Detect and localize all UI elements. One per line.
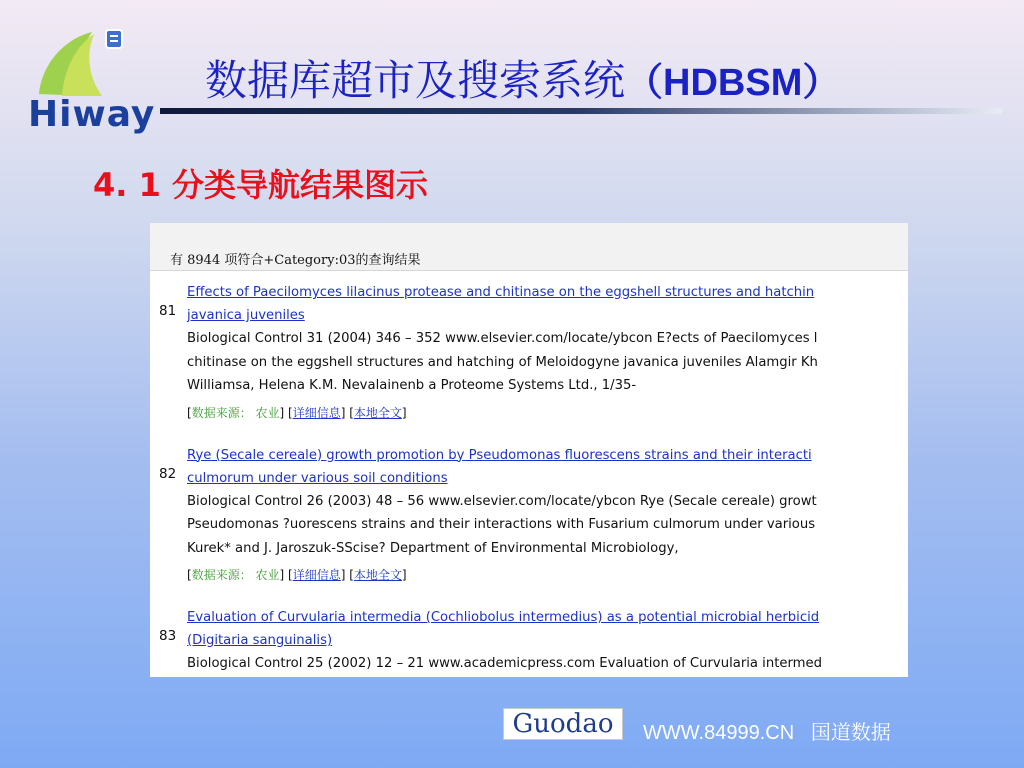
result-description-line: Williamsa, Helena K.M. Nevalainenb a Proteome Systems Ltd., 1/35- xyxy=(187,378,637,393)
result-description-line: Kurek* and J. Jaroszuk-SScise? Department of Environmental Microbiology, xyxy=(187,540,679,556)
footer-company: 国道数据 xyxy=(810,722,891,744)
result-number: 81 xyxy=(159,303,177,319)
title-suffix: （HDBSM） xyxy=(625,62,841,104)
logo-text: Hiway xyxy=(28,94,156,135)
result-description-line: Biological Control 26 (2003) 48 – 56 www.elsevier.com/locate/ybcon Rye (Secale cereale) growt xyxy=(187,493,817,509)
local-fulltext-link[interactable]: 本地全文 xyxy=(353,568,402,582)
detail-info-link[interactable]: 详细信息 xyxy=(292,405,341,420)
result-item xyxy=(150,606,908,676)
footer-url[interactable]: WWW.84999.CN xyxy=(643,722,795,744)
section-subtitle: 4. 1 分类导航结果图示 xyxy=(93,166,428,204)
result-meta: [数据来源： 农业] [详细信息] [本地全文] xyxy=(187,568,407,582)
result-title-link[interactable]: Evaluation of Curvularia intermedia (Cochliobolus intermedius) as a potential microbial herbicid xyxy=(187,610,820,625)
slide-title xyxy=(205,48,840,108)
title-main: 数据库超市及搜索系统 xyxy=(205,56,626,105)
footer-text xyxy=(643,716,891,745)
local-fulltext-link[interactable]: 本地全文 xyxy=(353,405,402,420)
guodao-logo: Guodao xyxy=(503,708,623,740)
result-description-line: chitinase on the eggshell structures and hatching of Meloidogyne javanica juveniles Alamgir Kh xyxy=(187,354,818,370)
detail-info-link[interactable]: 详细信息 xyxy=(292,568,341,582)
hiway-logo xyxy=(24,24,156,135)
result-title-link-cont[interactable]: culmorum under various soil conditions xyxy=(187,470,448,486)
result-description-line: Pseudomonas ?uorescens strains and their interactions with Fusarium culmorum under various xyxy=(187,517,816,532)
title-divider xyxy=(160,108,1002,114)
result-title-link-cont[interactable]: javanica juveniles xyxy=(187,308,305,323)
result-title-link[interactable]: Rye (Secale cereale) growth promotion by Pseudomonas fluorescens strains and their interacti xyxy=(187,447,812,463)
result-description-line: Biological Control 25 (2002) 12 – 21 www.academicpress.com Evaluation of Curvularia intermed xyxy=(187,656,823,671)
result-meta: [数据来源： 农业] [详细信息] [本地全文] xyxy=(187,405,407,420)
data-source-label[interactable]: 数据来源： 农业 xyxy=(191,568,280,582)
data-source-label[interactable]: 数据来源： 农业 xyxy=(191,405,280,420)
result-title-link[interactable]: Effects of Paecilomyces lilacinus protease and chitinase on the eggshell structures and hatchin xyxy=(187,285,815,300)
results-screenshot xyxy=(150,223,908,677)
result-number: 83 xyxy=(159,628,177,644)
results-count-header: 有 8944 项符合+Category:03的查询结果 xyxy=(150,223,908,271)
result-description-line: Biological Control 31 (2004) 346 – 352 www.elsevier.com/locate/ybcon E?ects of Paecilomyces l xyxy=(187,331,818,346)
result-title-link-cont[interactable]: (Digitaria sanguinalis) xyxy=(187,633,333,648)
result-item xyxy=(150,281,908,424)
result-number: 82 xyxy=(159,465,177,482)
result-item xyxy=(150,444,908,587)
wave-logo-icon xyxy=(24,24,134,104)
